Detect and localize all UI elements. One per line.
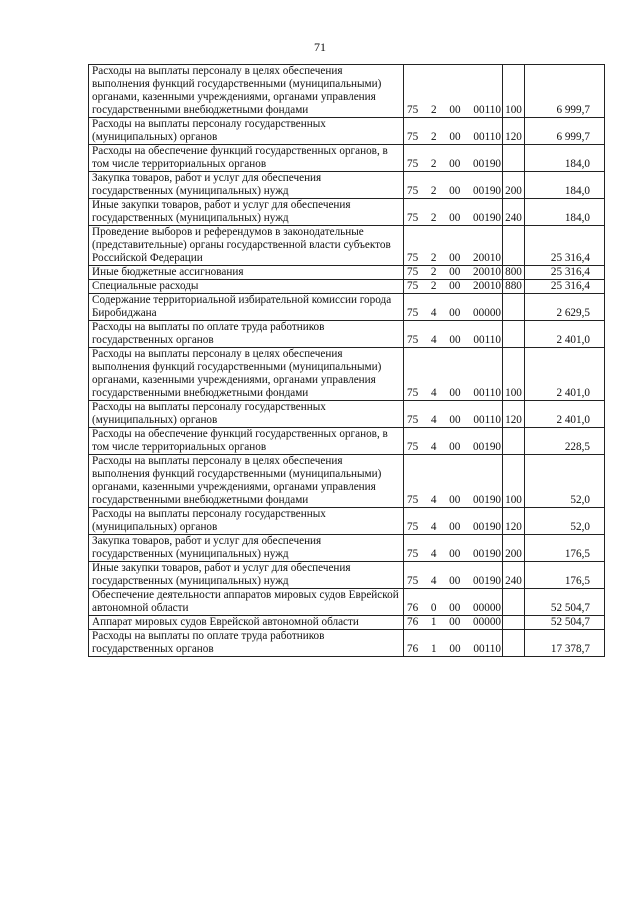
classification-code-cell bbox=[404, 172, 503, 199]
expense-type-cell bbox=[503, 616, 525, 630]
code-part-element: 00 bbox=[449, 575, 461, 587]
table-row bbox=[89, 199, 605, 226]
expense-name-cell: Проведение выборов и референдумов в законодательные (представительные) органы государственной власти субъектов Российской Федерации bbox=[89, 226, 404, 266]
code-part-direction: 00000 bbox=[473, 602, 501, 614]
classification-code bbox=[407, 643, 501, 656]
expense-name-cell: Закупка товаров, работ и услуг для обеспечения государственных (муниципальных) нужд bbox=[89, 172, 404, 199]
page-number: 71 bbox=[314, 40, 326, 54]
code-part-element: 00 bbox=[449, 414, 461, 426]
code-part-element: 00 bbox=[449, 307, 461, 319]
code-part-subprogram: 2 bbox=[430, 252, 437, 264]
code-part-direction: 00190 bbox=[473, 548, 501, 560]
expense-name-cell: Расходы на выплаты персоналу государственных (муниципальных) органов bbox=[89, 508, 404, 535]
expense-name-cell: Расходы на обеспечение функций государственных органов, в том числе территориальных органов bbox=[89, 428, 404, 455]
classification-code-cell bbox=[404, 508, 503, 535]
code-part-direction: 00190 bbox=[473, 212, 501, 224]
amount-cell: 6 999,7 bbox=[525, 118, 605, 145]
classification-code bbox=[407, 212, 501, 225]
code-part-program: 75 bbox=[407, 387, 419, 399]
table-row bbox=[89, 294, 605, 321]
expense-type-cell bbox=[503, 226, 525, 266]
code-part-direction: 00110 bbox=[473, 334, 501, 346]
code-part-program: 75 bbox=[407, 521, 419, 533]
amount-cell: 25 316,4 bbox=[525, 226, 605, 266]
code-part-subprogram: 4 bbox=[430, 494, 437, 506]
code-part-subprogram: 2 bbox=[431, 131, 437, 143]
classification-code-cell bbox=[404, 562, 503, 589]
code-part-subprogram: 2 bbox=[430, 266, 437, 278]
code-part-subprogram: 4 bbox=[431, 334, 437, 346]
code-part-direction: 00110 bbox=[473, 414, 501, 426]
expense-type-cell: 800 bbox=[503, 266, 525, 280]
code-part-direction: 00110 bbox=[473, 131, 501, 143]
code-part-element: 00 bbox=[449, 131, 461, 143]
classification-code-cell bbox=[404, 589, 503, 616]
code-part-program: 76 bbox=[407, 616, 419, 628]
amount-cell: 184,0 bbox=[525, 172, 605, 199]
code-part-subprogram: 2 bbox=[431, 104, 437, 116]
classification-code-cell bbox=[404, 455, 503, 508]
code-part-program: 75 bbox=[407, 307, 419, 319]
expense-name-cell: Аппарат мировых судов Еврейской автономной области bbox=[89, 616, 404, 630]
code-part-element: 00 bbox=[449, 185, 461, 197]
expense-type-cell: 100 bbox=[503, 455, 525, 508]
classification-code bbox=[407, 494, 501, 507]
expense-type-cell: 200 bbox=[503, 172, 525, 199]
expense-name-cell: Расходы на выплаты персоналу государственных (муниципальных) органов bbox=[89, 118, 404, 145]
code-part-program: 75 bbox=[407, 252, 419, 264]
amount-cell: 176,5 bbox=[525, 562, 605, 589]
classification-code bbox=[407, 414, 501, 427]
table-row bbox=[89, 616, 605, 630]
code-part-direction: 00190 bbox=[473, 158, 501, 170]
classification-code bbox=[407, 521, 501, 534]
amount-cell: 52 504,7 bbox=[525, 616, 605, 630]
code-part-direction: 20010 bbox=[473, 266, 501, 278]
expense-type-cell: 120 bbox=[503, 401, 525, 428]
classification-code-cell bbox=[404, 266, 503, 280]
amount-cell: 176,5 bbox=[525, 535, 605, 562]
amount-cell: 52,0 bbox=[525, 455, 605, 508]
code-part-direction: 00190 bbox=[473, 441, 501, 453]
amount-cell: 6 999,7 bbox=[525, 65, 605, 118]
table-row bbox=[89, 562, 605, 589]
table-row bbox=[89, 455, 605, 508]
table-row bbox=[89, 280, 605, 294]
amount-cell: 25 316,4 bbox=[525, 266, 605, 280]
code-part-element: 00 bbox=[449, 104, 461, 116]
code-part-subprogram: 4 bbox=[431, 414, 437, 426]
amount-cell: 17 378,7 bbox=[525, 630, 605, 657]
code-part-direction: 00190 bbox=[473, 494, 501, 506]
classification-code bbox=[407, 158, 501, 171]
code-part-direction: 00190 bbox=[473, 521, 501, 533]
code-part-subprogram: 2 bbox=[430, 280, 437, 292]
amount-cell: 52,0 bbox=[525, 508, 605, 535]
classification-code-cell bbox=[404, 630, 503, 657]
classification-code-cell bbox=[404, 535, 503, 562]
code-part-subprogram: 0 bbox=[430, 602, 437, 614]
code-part-direction: 00110 bbox=[473, 104, 501, 116]
code-part-program: 75 bbox=[407, 158, 419, 170]
classification-code-cell bbox=[404, 199, 503, 226]
table-row bbox=[89, 589, 605, 616]
code-part-element: 00 bbox=[449, 441, 461, 453]
budget-table-container bbox=[88, 64, 590, 657]
classification-code bbox=[407, 387, 501, 400]
classification-code bbox=[407, 548, 501, 561]
table-row bbox=[89, 145, 605, 172]
classification-code-cell bbox=[404, 280, 503, 294]
code-part-element: 00 bbox=[449, 616, 461, 628]
code-part-direction: 20010 bbox=[473, 280, 501, 292]
classification-code bbox=[407, 266, 501, 279]
code-part-direction: 00190 bbox=[473, 185, 501, 197]
code-part-program: 75 bbox=[407, 494, 419, 506]
classification-code bbox=[407, 104, 501, 117]
table-row bbox=[89, 226, 605, 266]
classification-code-cell bbox=[404, 348, 503, 401]
code-part-subprogram: 4 bbox=[430, 441, 437, 453]
classification-code bbox=[407, 307, 501, 320]
code-part-subprogram: 4 bbox=[430, 548, 437, 560]
code-part-program: 75 bbox=[407, 185, 419, 197]
expense-type-cell: 120 bbox=[503, 118, 525, 145]
table-row bbox=[89, 508, 605, 535]
code-part-program: 75 bbox=[407, 334, 419, 346]
classification-code-cell bbox=[404, 118, 503, 145]
code-part-subprogram: 4 bbox=[431, 387, 437, 399]
code-part-element: 00 bbox=[449, 548, 461, 560]
expense-type-cell bbox=[503, 145, 525, 172]
expense-name-cell: Расходы на выплаты персоналу государственных (муниципальных) органов bbox=[89, 401, 404, 428]
expense-type-cell: 240 bbox=[503, 562, 525, 589]
code-part-program: 75 bbox=[407, 131, 419, 143]
table-row bbox=[89, 428, 605, 455]
code-part-program: 75 bbox=[407, 212, 419, 224]
classification-code-cell bbox=[404, 428, 503, 455]
code-part-direction: 00110 bbox=[473, 643, 501, 655]
code-part-program: 75 bbox=[407, 104, 419, 116]
code-part-program: 75 bbox=[407, 441, 419, 453]
classification-code bbox=[407, 252, 501, 265]
table-row bbox=[89, 401, 605, 428]
expense-type-cell: 120 bbox=[503, 508, 525, 535]
classification-code bbox=[407, 602, 501, 615]
classification-code bbox=[407, 280, 501, 293]
code-part-element: 00 bbox=[449, 280, 461, 292]
amount-cell: 184,0 bbox=[525, 199, 605, 226]
expense-type-cell: 100 bbox=[503, 65, 525, 118]
expense-type-cell bbox=[503, 428, 525, 455]
code-part-direction: 00000 bbox=[473, 307, 501, 319]
table-row bbox=[89, 172, 605, 199]
expense-name-cell: Иные закупки товаров, работ и услуг для обеспечения государственных (муниципальных) нужд bbox=[89, 199, 404, 226]
code-part-subprogram: 2 bbox=[430, 158, 437, 170]
expense-name-cell: Содержание территориальной избирательной комиссии города Биробиджана bbox=[89, 294, 404, 321]
expense-type-cell bbox=[503, 321, 525, 348]
amount-cell: 2 401,0 bbox=[525, 401, 605, 428]
classification-code bbox=[407, 616, 501, 629]
code-part-element: 00 bbox=[449, 602, 461, 614]
classification-code bbox=[407, 185, 501, 198]
budget-table-body bbox=[89, 65, 605, 657]
amount-cell: 25 316,4 bbox=[525, 280, 605, 294]
classification-code-cell bbox=[404, 65, 503, 118]
amount-cell: 228,5 bbox=[525, 428, 605, 455]
code-part-subprogram: 2 bbox=[430, 185, 437, 197]
code-part-program: 75 bbox=[407, 280, 419, 292]
code-part-subprogram: 4 bbox=[430, 307, 437, 319]
table-row bbox=[89, 65, 605, 118]
code-part-element: 00 bbox=[449, 643, 461, 655]
code-part-direction: 00110 bbox=[473, 387, 501, 399]
expense-name-cell: Иные бюджетные ассигнования bbox=[89, 266, 404, 280]
table-row bbox=[89, 630, 605, 657]
budget-table bbox=[88, 64, 605, 657]
expense-name-cell: Расходы на выплаты персоналу в целях обеспечения выполнения функций государственными (муниципальными) органами, казенными учреждениями, органами управления государственными внебюджетными фондами bbox=[89, 455, 404, 508]
code-part-program: 75 bbox=[407, 414, 419, 426]
code-part-element: 00 bbox=[449, 266, 461, 278]
code-part-element: 00 bbox=[449, 494, 461, 506]
code-part-element: 00 bbox=[449, 387, 461, 399]
expense-type-cell: 880 bbox=[503, 280, 525, 294]
classification-code-cell bbox=[404, 616, 503, 630]
amount-cell: 2 401,0 bbox=[525, 321, 605, 348]
amount-cell: 2 401,0 bbox=[525, 348, 605, 401]
table-row bbox=[89, 348, 605, 401]
table-row bbox=[89, 266, 605, 280]
expense-type-cell: 240 bbox=[503, 199, 525, 226]
expense-name-cell: Специальные расходы bbox=[89, 280, 404, 294]
classification-code bbox=[407, 334, 501, 347]
table-row bbox=[89, 535, 605, 562]
code-part-program: 75 bbox=[407, 575, 419, 587]
classification-code-cell bbox=[404, 145, 503, 172]
code-part-direction: 00190 bbox=[473, 575, 501, 587]
classification-code-cell bbox=[404, 226, 503, 266]
classification-code bbox=[407, 575, 501, 588]
code-part-element: 00 bbox=[449, 252, 461, 264]
code-part-element: 00 bbox=[449, 158, 461, 170]
code-part-subprogram: 1 bbox=[430, 616, 437, 628]
code-part-direction: 00000 bbox=[473, 616, 501, 628]
code-part-subprogram: 2 bbox=[430, 212, 437, 224]
classification-code-cell bbox=[404, 401, 503, 428]
classification-code bbox=[407, 441, 501, 454]
expense-type-cell bbox=[503, 294, 525, 321]
expense-name-cell: Расходы на выплаты по оплате труда работников государственных органов bbox=[89, 321, 404, 348]
expense-type-cell bbox=[503, 589, 525, 616]
expense-name-cell: Расходы на выплаты персоналу в целях обеспечения выполнения функций государственными (муниципальными) органами, казенными учреждениями, органами управления государственными внебюджетными фондами bbox=[89, 348, 404, 401]
code-part-subprogram: 4 bbox=[430, 521, 437, 533]
code-part-program: 75 bbox=[407, 266, 419, 278]
expense-name-cell: Расходы на выплаты персоналу в целях обеспечения выполнения функций государственными (муниципальными) органами, казенными учреждениями, органами управления государственными внебюджетными фондами bbox=[89, 65, 404, 118]
table-row bbox=[89, 321, 605, 348]
code-part-subprogram: 1 bbox=[431, 643, 437, 655]
code-part-program: 75 bbox=[407, 548, 419, 560]
code-part-element: 00 bbox=[449, 521, 461, 533]
code-part-direction: 20010 bbox=[473, 252, 501, 264]
code-part-program: 76 bbox=[407, 602, 419, 614]
code-part-element: 00 bbox=[449, 212, 461, 224]
amount-cell: 184,0 bbox=[525, 145, 605, 172]
expense-name-cell: Иные закупки товаров, работ и услуг для обеспечения государственных (муниципальных) нужд bbox=[89, 562, 404, 589]
expense-name-cell: Обеспечение деятельности аппаратов мировых судов Еврейской автономной области bbox=[89, 589, 404, 616]
classification-code-cell bbox=[404, 321, 503, 348]
amount-cell: 2 629,5 bbox=[525, 294, 605, 321]
expense-type-cell: 100 bbox=[503, 348, 525, 401]
expense-name-cell: Закупка товаров, работ и услуг для обеспечения государственных (муниципальных) нужд bbox=[89, 535, 404, 562]
expense-name-cell: Расходы на обеспечение функций государственных органов, в том числе территориальных органов bbox=[89, 145, 404, 172]
amount-cell: 52 504,7 bbox=[525, 589, 605, 616]
classification-code-cell bbox=[404, 294, 503, 321]
code-part-subprogram: 4 bbox=[430, 575, 437, 587]
classification-code bbox=[407, 131, 501, 144]
table-row bbox=[89, 118, 605, 145]
code-part-program: 76 bbox=[407, 643, 419, 655]
code-part-element: 00 bbox=[449, 334, 461, 346]
expense-name-cell: Расходы на выплаты по оплате труда работников государственных органов bbox=[89, 630, 404, 657]
expense-type-cell bbox=[503, 630, 525, 657]
expense-type-cell: 200 bbox=[503, 535, 525, 562]
